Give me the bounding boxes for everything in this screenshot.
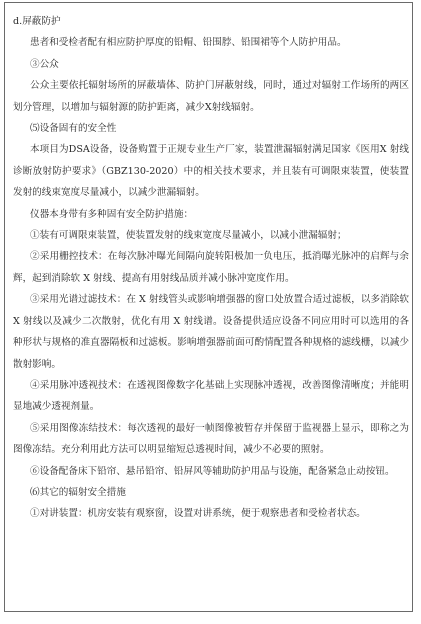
paragraph: ③采用光谱过滤技术：在 X 射线管头或影响增强器的窗口处放置合适过滤板，以多消除软 X 射线以及减少二次散射，优化有用 X 射线谱。设备提供适应设备不同应用时可以选用的各种形状与规格的准直器隔板和过滤板。影响增强器前面可酌情配置各种规格的滤线栅，以减少散射影响。 bbox=[13, 294, 409, 370]
paragraph: ⑥设备配备床下铅帘、悬吊铅帘、铅屏风等辅助防护用品与设施，配备紧急止动按钮。 bbox=[30, 465, 395, 477]
paragraph: 公众主要依托辐射场所的屏蔽墙体、防护门屏蔽射线，同时，通过对辐射工作场所的两区划分管理，以增加与辐射源的防护距离，减少X射线辐射。 bbox=[13, 80, 409, 113]
paragraph: 本项目为DSA设备，设备购置于正规专业生产厂家，装置泄漏辐射满足国家《医用X 射线诊断放射防护要求》（GBZ130-2020）中的相关技术要求，并且装有可调限束装置，使装置发射的线束宽度尽量减小，以减少泄漏辐射。 bbox=[13, 144, 409, 199]
paragraph: ③公众 bbox=[30, 58, 59, 70]
paragraph: ⑸设备固有的安全性 bbox=[30, 123, 117, 135]
document-body bbox=[13, 11, 409, 525]
paragraph: ①对讲装置：机房安装有观察窗，设置对讲系统，便于观察患者和受检者状态。 bbox=[30, 508, 366, 520]
paragraph: ②采用栅控技术：在每次脉冲曝光间隔向旋转阳极加一负电压，抵消曝光脉冲的启辉与余辉，起到消除软 X 射线、提高有用射线品质并减小脉冲宽度作用。 bbox=[13, 251, 409, 284]
paragraph: ⑤采用图像冻结技术：每次透视的最好一帧图像被暂存并保留于监视器上显示，即称之为图像冻结。充分利用此方法可以明显缩短总透视时间，减少不必要的照射。 bbox=[13, 422, 409, 456]
paragraph: 仪器本身带有多种固有安全防护措施： bbox=[30, 208, 194, 220]
paragraph: 患者和受检者配有相应防护厚度的铅帽、铅围脖、铅围裙等个人防护用品。 bbox=[30, 37, 347, 49]
paragraph: ④采用脉冲透视技术：在透视图像数字化基础上实现脉冲透视，改善图像清晰度；并能明显地减少透视剂量。 bbox=[13, 379, 409, 413]
document-frame bbox=[4, 2, 413, 612]
paragraph: ⑹其它的辐射安全措施 bbox=[30, 486, 126, 498]
paragraph: d.屏蔽防护 bbox=[13, 16, 61, 27]
paragraph: ①装有可调限束装置，使装置发射的线束宽度尽量减小，以减小泄漏辐射； bbox=[30, 230, 347, 242]
